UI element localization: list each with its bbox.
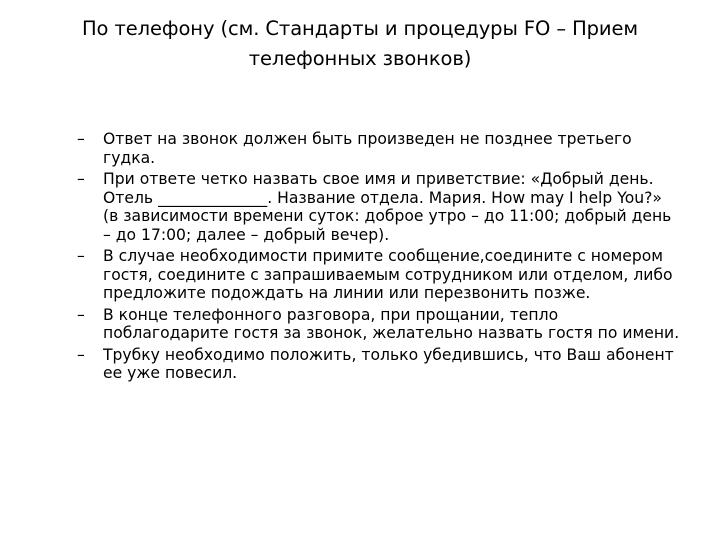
bullet-dash: –: [77, 305, 85, 324]
bullet-list: [77, 130, 682, 386]
bullet-dash: –: [77, 247, 85, 265]
bullet-text: Ответ на звонок должен быть произведен не позднее третьего гудка.: [103, 130, 632, 167]
bullet-dash: –: [77, 345, 85, 364]
bullet-text: В конце телефонного разговора, при прощании, тепло поблагодарите гостя за звонок, желательно назвать гостя по имени.: [103, 305, 680, 342]
bullet-item: [77, 306, 682, 343]
bullet-item: [77, 346, 682, 383]
bullet-dash: –: [77, 130, 85, 148]
bullet-item: [77, 130, 682, 167]
bullet-text: Трубку необходимо положить, только убедившись, что Ваш абонент ее уже повесил.: [103, 345, 674, 382]
bullet-text: В случае необходимости примите сообщение,соедините с номером гостя, соедините с запрашиваемым сотрудником или отделом, либо предложите подождать на линии или перезвонить позже.: [103, 247, 673, 302]
bullet-text: При ответе четко назвать свое имя и приветствие: «Добрый день. Отель ______________. Название отдела. Мария. How may I help You?» (в зависимости времени суток: доброе утро – до 11:00; добрый день – до 17:00; далее – добрый вечер).: [103, 170, 672, 244]
bullet-item: [77, 170, 682, 244]
bullet-dash: –: [77, 170, 85, 188]
slide-title: По телефону (см. Стандарты и процедуры FO – Прием телефонных звонков): [81, 17, 638, 70]
bullet-item: [77, 247, 682, 303]
